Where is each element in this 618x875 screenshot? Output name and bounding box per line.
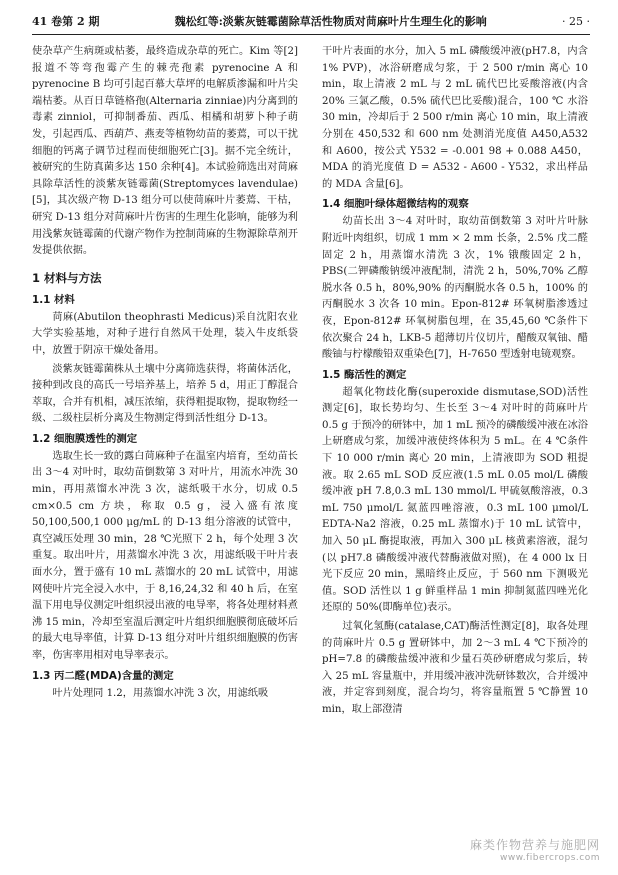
subsection-heading-membrane-permeability: 1.2 细胞膜透性的测定 [32,432,138,445]
subsection-heading-materials: 1.1 材料 [32,293,75,306]
paragraph-cat: 过氧化氢酶(catalase,CAT)酶活性测定[8]，取各处理的苘麻叶片 0.5 g 置研钵中，加 2～3 mL 4 ℃下预冷的 pH=7.8 的磷酸盐缓冲液和少量石英砂研磨成匀浆后，转入 25 mL 容量瓶中，并用缓冲液冲洗研钵数次，合并缓冲液，并定容到刻度，混合均匀，将容量瓶置 5 ℃静置 10 min，取上部澄清 [322,621,588,715]
site-watermark [470,836,600,863]
paragraph-mda-continued: 干叶片表面的水分，加入 5 mL 磷酸缓冲液(pH7.8，内含 1% PVP)，冰浴研磨成匀浆，于 2 500 r/min 离心 10 min，取上清液 2 mL 与 2 mL 硫代巴比妥酸溶液(内含 20% 三氯乙酸，0.5% 硫代巴比妥酸)混合，100 ℃ 水浴 30 min，冷却后于 2 500 r/min 离心 10 min，取上清液分别在 450,532 和 600 nm 处测消光度值 A450,A532 和 A600，按公式 Y532 = -0.001 98 + 0.088 A450，MDA 的消光度值 D = A532 - A600 - Y532，求出样品的 MDA 含量[6]。 [322,46,588,190]
subsection-heading-mda: 1.3 丙二醛(MDA)含量的测定 [32,669,174,682]
subsection-heading-enzyme: 1.5 酶活性的测定 [322,368,407,381]
paragraph-sod: 超氧化物歧化酶(superoxide dismutase,SOD)活性测定[6]，取长势均匀、生长至 3～4 对叶时的苘麻叶片 0.5 g 于预冷的研钵中，加 1 mL 预冷的磷酸缓冲液在冰浴上研磨成匀浆，加缓冲液使终体积为 5 mL。在 4 ℃条件下 10 000 r/min 离心 20 min，上清液即为 SOD 粗提液。取 2.65 mL SOD 反应液(1.5 mL 0.05 mol/L 磷酸缓冲液 pH 7.8,0.3 mL 130 mmol/L 甲硫氨酸溶液，0.3 mL 750 μmol/L 氮蓝四唑溶液，0.3 mL 100 μmol/L EDTA-Na2 溶液，0.25 mL 蒸馏水)于 10 mL 试管中，加入 50 μL 酶提取液，再加入 300 μL 核黄素溶液，混匀(以 pH7.8 磷酸缓冲液代替酶液做对照)，在 4 000 lx 日光下反应 20 min，黑暗终止反应，于 560 nm 下测吸光值。SOD 活性以 1 g 鲜重样品 1 min 抑制氮蓝四唑光化还原的 50%(即酶单位)表示。 [322,386,588,614]
paragraph-materials-streptomyces: 淡紫灰链霉菌株从土壤中分离筛选获得，将菌体活化，接种到改良的高氏一号培养基上，培养 5 d，用正丁醇混合萃取，合并有机相，减压浓缩，获得粗提取物，提取物经一级、二级柱层析分离及生物测定得到活性组分 D-13。 [32,363,298,425]
paragraph-materials-abutilon: 苘麻(Abutilon theophrasti Medicus)采自沈阳农业大学实验基地，对种子进行自然风干处理，装入牛皮纸袋中，放置于阴凉干燥处备用。 [32,311,298,356]
paragraph-membrane-permeability: 选取生长一致的露白苘麻种子在温室内培育，至幼苗长出 3～4 对叶时，取幼苗倒数第 3 对叶片，用流水冲洗 30 min，再用蒸馏水冲洗 3 次，滤纸吸干水分，切成 0.5 cm×0.5 cm 方块，称取 0.5 g，浸入盛有浓度 50,100,500,1 000 μg/mL 的 D-13 组分溶液的试管中，真空减压处理 30 min，28 ℃光照下 2 h，每个处理 3 次重复。取出叶片，用蒸馏水冲洗 3 次，用滤纸吸干叶片表面水分，置于盛有 10 mL 蒸馏水的 20 mL 试管中，用滤网使叶片完全浸入水中，于 8,16,24,32 和 40 h 后，在室温下用电导仪测定叶组织浸出液的电导率，将各处理材料煮沸 15 min，冷却至室温后测定叶片组织细胞膜彻底破坏后的最大电导率值，计算 D-13 组分对叶片组织细胞膜的伤害率，伤害率用相对电导率表示。 [32,450,298,661]
watermark-url: www.fibercrops.com [500,853,600,863]
left-column [32,44,298,835]
page-header [32,8,590,35]
right-column [322,44,588,835]
section-heading-materials-methods: 1 材料与方法 [32,270,102,285]
volume-issue: 41 卷第 2 期 [32,15,100,28]
subsection-heading-chloroplast: 1.4 细胞叶绿体超微结构的观察 [322,198,469,211]
running-title: 魏松红等:淡紫灰链霉菌除草活性物质对苘麻叶片生理生化的影响 [174,15,487,28]
watermark-site-name: 麻类作物营养与施肥网 [469,838,600,852]
page-number: · 25 · [562,14,590,28]
paragraph-chloroplast: 幼苗长出 3～4 对叶时，取幼苗倒数第 3 对叶片叶脉附近叶肉组织，切成 1 mm × 2 mm 长条，2.5% 戊二醛固定 2 h，用蒸馏水清洗 3 次，1% 锇酸固定 2 h，PBS(二钾磷酸钠缓冲液配制，清洗 2 h，50%,70% 乙醇脱水各 0.5 h，80%,90% 的丙酮脱水各 0.5 h，100% 的丙酮脱水 3 次各 10 min。Epon-812# 环氧树脂渗透过夜，Epon-812# 环氧树脂包埋，在 35,45,60 ℃条件下依次聚合 24 h，LKB-5 超薄切片仪切片，醋酸双氧铀、醋酸铀与柠檬酸铅双重染色[7]，H-7650 型透射电镜观察。 [322,216,588,361]
paragraph-mda-start: 叶片处理同 1.2，用蒸馏水冲洗 3 次，用滤纸吸 [52,687,269,699]
intro-paragraph: 使杂草产生病斑或枯萎，最终造成杂草的死亡。Kim 等[2]报道不等弯孢霉产生的棘壳孢素 pyrenocine A 和 pyrenocine B 均可引起百慕大草坪的电解质渗漏和叶片尖端枯萎。从百日草链格孢(Alternaria zinniae)内分离到的毒素 zinniol，可抑制番茄、西瓜、相橘和胡萝卜种子萌发，引起西瓜、西葫芦、燕麦等植物幼苗的萎蔫，可以干扰细胞的钙离子调节过程而使细胞死亡[3]。据不完全统计，被研究的生防真菌多达 150 余种[4]。本试验筛选出对苘麻具除草活性的淡紫灰链霉菌(Streptomyces lavendulae)[5]，其次级产物 D-13 组分可以使苘麻叶片萎蔫、干枯，研究 D-13 组分对苘麻叶片伤害的生理生化影响，能够为利用浅紫灰链霉菌的代谢产物作为控制苘麻的生物源除草剂开发提供依据。 [32,46,298,257]
